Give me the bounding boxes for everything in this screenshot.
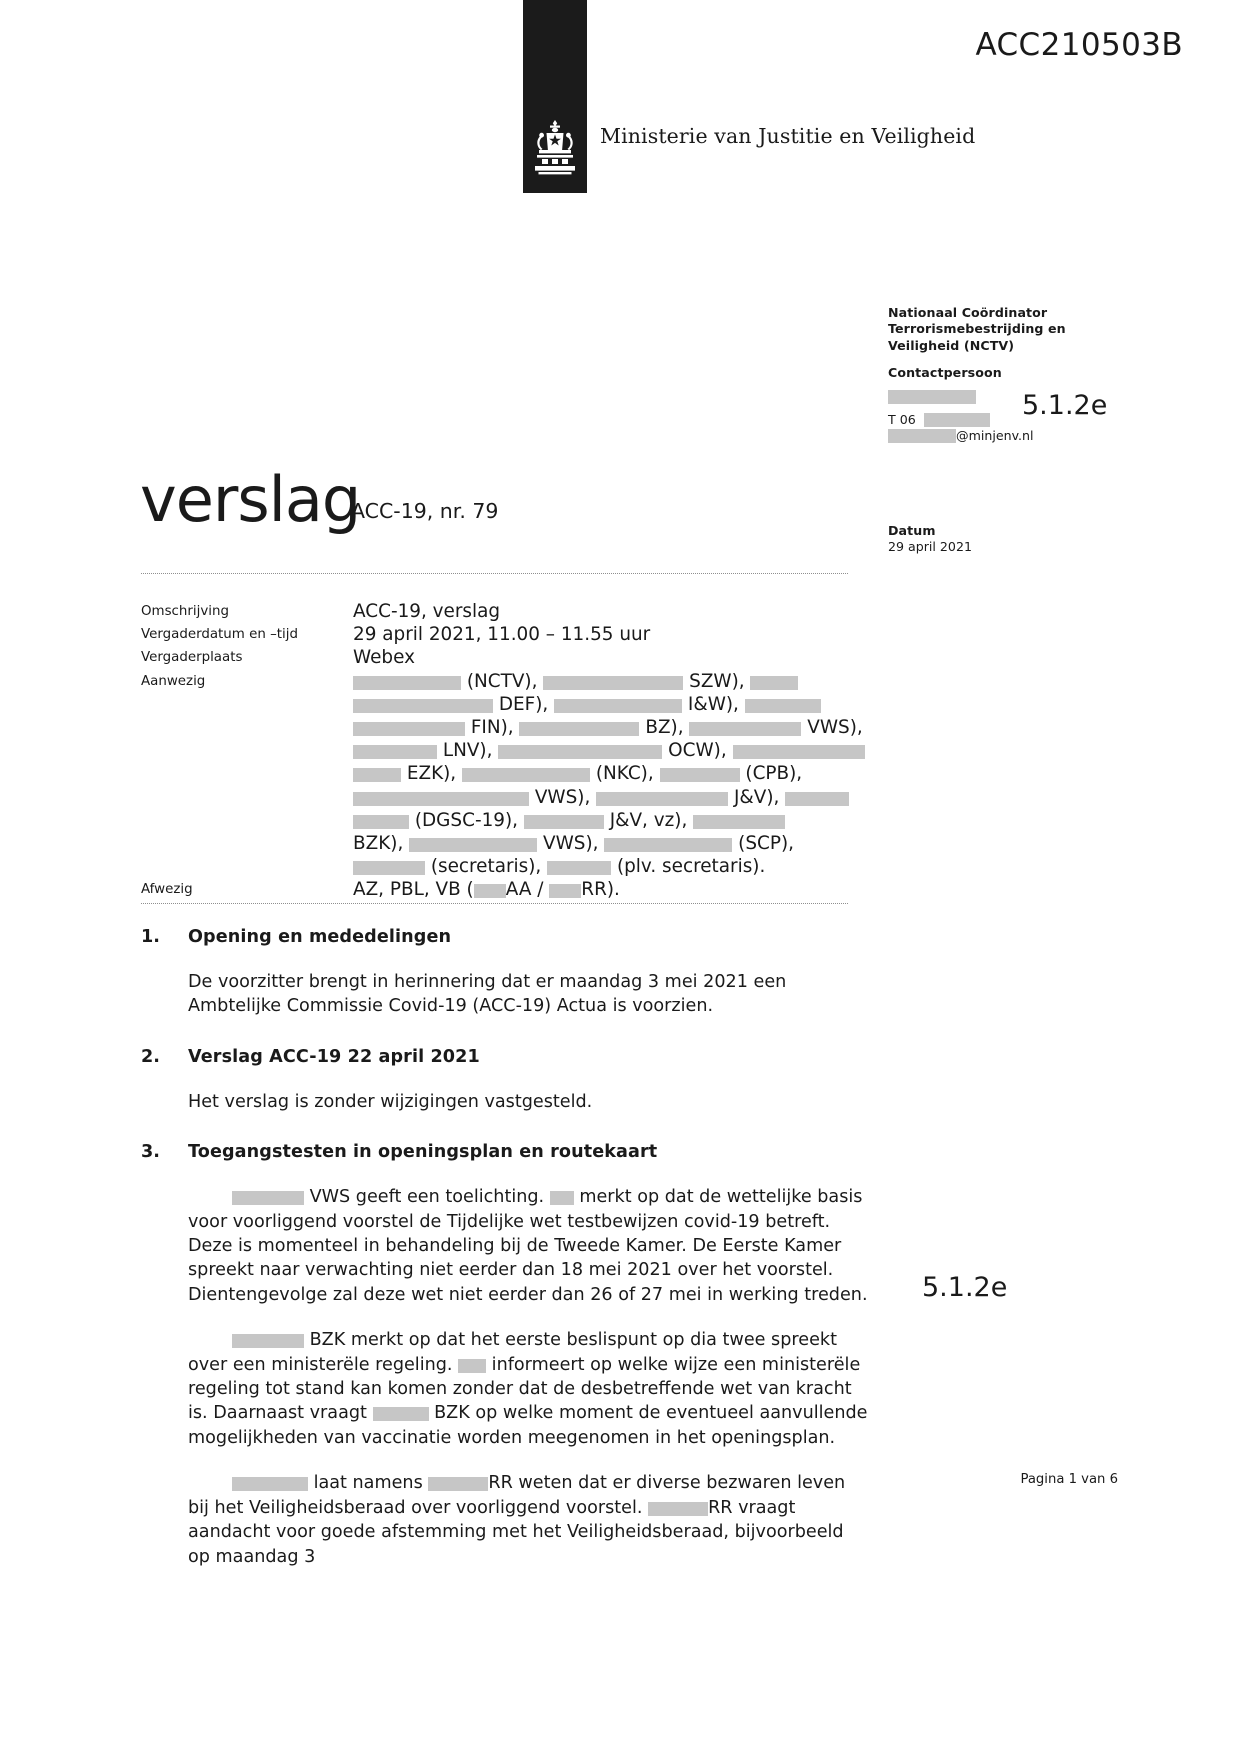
redaction-bar xyxy=(549,884,581,898)
attendee-line: FIN), BZ), VWS), xyxy=(353,716,865,739)
datum-label: Datum xyxy=(888,523,936,538)
redaction-bar xyxy=(458,1359,486,1373)
phone-prefix: T 06 xyxy=(888,412,916,428)
org-name-line-2: Terrorismebestrijding en xyxy=(888,321,1066,337)
meta-row-vergaderdatum xyxy=(141,623,861,646)
attendee-line: (NCTV), SZW), xyxy=(353,670,865,693)
rijkswapen-icon xyxy=(533,118,577,180)
redaction-bar xyxy=(353,745,437,759)
datum-value: 29 april 2021 xyxy=(888,539,972,555)
meta-label: Vergaderplaats xyxy=(141,650,243,666)
redaction-bar xyxy=(543,676,683,690)
redaction-bar xyxy=(733,745,865,759)
attendee-line: (secretaris), (plv. secretaris). xyxy=(353,855,865,878)
agenda-item-number: 3. xyxy=(141,1142,160,1163)
attendee-line: (DGSC-19), J&V, vz), xyxy=(353,809,865,832)
meta-label: Aanwezig xyxy=(141,673,206,689)
redaction-bar xyxy=(596,792,728,806)
ministry-name: Ministerie van Justitie en Veiligheid xyxy=(600,124,976,148)
attendee-line: EZK), (NKC), (CPB), xyxy=(353,762,865,785)
page-title: verslag xyxy=(140,463,361,536)
agenda-item-number: 2. xyxy=(141,1046,160,1067)
redaction-bar xyxy=(785,792,849,806)
redaction-bar xyxy=(353,768,401,782)
org-name-line-1: Nationaal Coördinator xyxy=(888,305,1048,320)
attendee-line: BZK), VWS), (SCP), xyxy=(353,833,794,855)
redaction-bar xyxy=(689,722,801,736)
agenda-paragraph: Het verslag is zonder wijzigingen vastgesteld. xyxy=(188,1091,593,1112)
meta-row-vergaderplaats xyxy=(141,646,861,669)
agenda-item-number: 1. xyxy=(141,927,160,947)
attendee-line: VWS), J&V), xyxy=(353,786,865,809)
meta-row-omschrijving xyxy=(141,600,861,623)
agenda-item-heading: Verslag ACC-19 22 april 2021 xyxy=(188,1046,480,1067)
redaction-bar xyxy=(353,699,493,713)
agenda-section xyxy=(141,925,871,1569)
redaction-bar xyxy=(353,792,529,806)
meta-label: Omschrijving xyxy=(141,604,229,619)
contact-meta-column xyxy=(888,305,1128,555)
redaction-bar xyxy=(462,768,590,782)
redaction-bar xyxy=(524,815,604,829)
meta-value: 29 april 2021, 11.00 – 11.55 uur xyxy=(353,624,651,646)
meta-row-afwezig xyxy=(141,878,861,901)
redaction-bar xyxy=(232,1191,304,1205)
redaction-bar xyxy=(554,699,682,713)
agenda-paragraph: BZK merkt op dat het eerste beslispunt op dia twee spreekt over een ministerële regeling. informeert op welke wijze een ministerële regeling tot stand kan komen zonder dat de desbetreffende wet van kracht is. Daarnaast vraagt BZK op welke moment de eventueel aanvullende mogelijkheden van vaccinatie worden meegenomen in het openingsplan. xyxy=(188,1330,868,1448)
meeting-metadata-table xyxy=(141,600,861,902)
meta-label: Afwezig xyxy=(141,882,193,898)
redaction-bar xyxy=(353,815,409,829)
redaction-bar xyxy=(428,1477,488,1491)
redaction-bar xyxy=(353,861,425,875)
org-name-line-3: Veiligheid (NCTV) xyxy=(888,337,1015,353)
meta-label: Vergaderdatum en –tijd xyxy=(141,627,298,643)
redaction-bar xyxy=(353,676,461,690)
document-code: ACC210503B xyxy=(975,27,1183,63)
contact-email xyxy=(888,428,1128,444)
redaction-bar xyxy=(232,1477,308,1491)
attendees-list xyxy=(353,670,865,879)
redaction-bar xyxy=(519,722,639,736)
redaction-marker-2: 5.1.2e xyxy=(922,1272,1008,1303)
meta-value: ACC-19, verslag xyxy=(353,601,501,622)
redaction-bar xyxy=(474,884,506,898)
redaction-bar xyxy=(498,745,662,759)
redaction-bar xyxy=(745,699,821,713)
attendee-line: DEF), I&W), xyxy=(353,693,865,716)
redaction-bar xyxy=(550,1191,574,1205)
redaction-bar xyxy=(888,429,956,443)
contactpersoon-label: Contactpersoon xyxy=(888,365,1002,381)
datum-block xyxy=(888,523,1128,556)
page-subtitle: ACC-19, nr. 79 xyxy=(351,499,499,523)
meta-row-aanwezig xyxy=(141,670,861,879)
redaction-bar xyxy=(660,768,740,782)
redaction-bar xyxy=(232,1334,304,1348)
email-domain: @minjenv.nl xyxy=(956,428,1034,444)
attendee-line: LNV), OCW), xyxy=(353,739,865,762)
redaction-bar xyxy=(604,838,732,852)
agenda-item-heading: Toegangstesten in openingsplan en routekaart xyxy=(188,1142,658,1163)
agenda-paragraph: laat namens RR weten dat er diverse bezwaren leven bij het Veiligheidsberaad over voorliggend voorstel. RR vraagt aandacht voor goede afstemming met het Veiligheidsberaad, bijvoorbeeld op maandag 3 xyxy=(188,1473,846,1567)
redaction-bar xyxy=(409,838,537,852)
redaction-bar xyxy=(693,815,785,829)
agenda-paragraph: VWS geeft een toelichting. merkt op dat de wettelijke basis voor voorliggend voorstel de Tijdelijke wet testbewijzen covid-19 betreft. Deze is momenteel in behandeling bij de Tweede Kamer. De Eerste Kamer spreekt naar verwachting niet eerder dan 18 mei 2021 over het voorstel. Dientengevolge zal deze wet niet eerder dan 26 of 27 mei in werking treden. xyxy=(188,1187,868,1305)
agenda-item xyxy=(141,925,871,949)
redaction-bar xyxy=(924,413,990,427)
divider-bottom xyxy=(141,903,848,904)
agenda-item xyxy=(141,1045,871,1069)
divider-top xyxy=(141,573,848,574)
redaction-bar xyxy=(888,390,976,404)
redaction-marker-1: 5.1.2e xyxy=(1022,390,1108,421)
agenda-item xyxy=(141,1140,871,1164)
agenda-item-heading: Opening en mededelingen xyxy=(188,927,452,947)
page-footer: Pagina 1 van 6 xyxy=(1020,1472,1118,1487)
redaction-bar xyxy=(547,861,611,875)
redaction-bar xyxy=(373,1407,429,1421)
redaction-bar xyxy=(750,676,798,690)
redaction-bar xyxy=(648,1502,708,1516)
absentees-list: AZ, PBL, VB ( AA / RR). xyxy=(353,879,620,901)
redaction-bar xyxy=(353,722,465,736)
meta-value: Webex xyxy=(353,647,415,669)
rijkslogo-bar xyxy=(523,0,587,193)
agenda-paragraph: De voorzitter brengt in herinnering dat er maandag 3 mei 2021 een Ambtelijke Commissie Covid-19 (ACC-19) Actua is voorzien. xyxy=(188,972,787,1017)
